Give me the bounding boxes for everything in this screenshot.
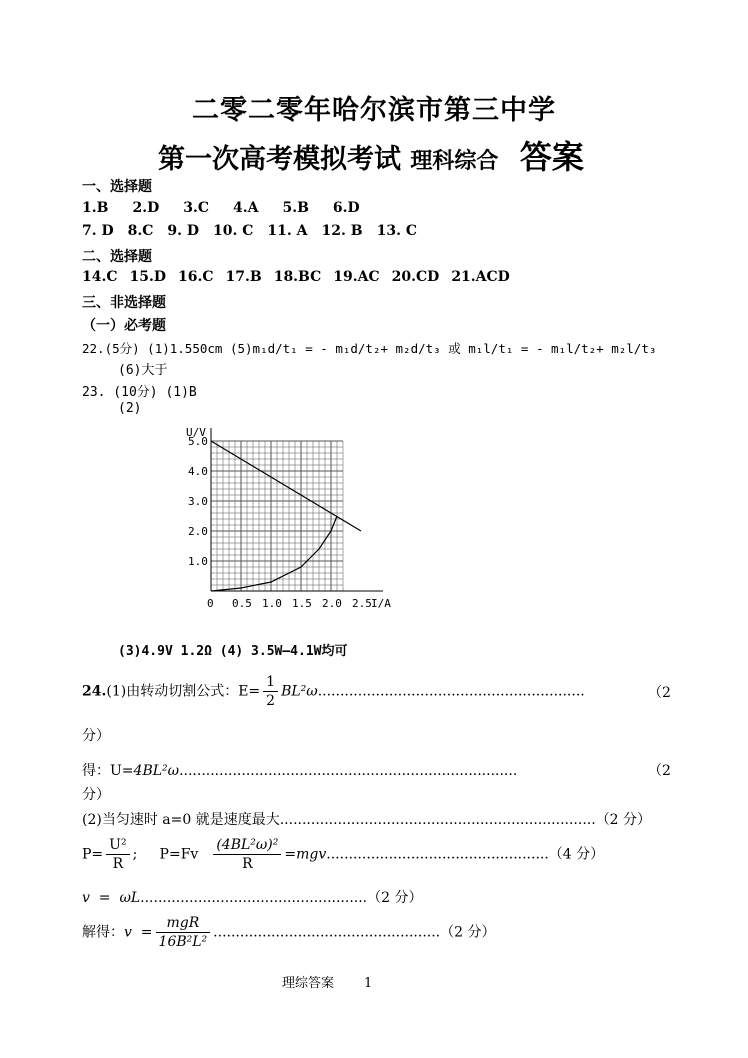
section2-heading: 二、选择题 <box>82 249 152 265</box>
q24-l1-score-cont: 分） <box>82 728 110 744</box>
q24-line3 <box>82 809 651 829</box>
frac-den: R <box>242 856 253 872</box>
title-subject: 理科综合 <box>410 148 499 174</box>
title-main: 第一次高考模拟考试 <box>158 144 401 175</box>
answer-item: 4.A <box>232 200 259 216</box>
fraction-u2-r <box>106 836 129 873</box>
frac-den: 2 <box>266 693 276 709</box>
y-tick-label: 2.0 <box>188 525 208 538</box>
series-line-element <box>211 516 337 591</box>
frac-den: 16B²L² <box>158 934 208 950</box>
leader-dots: ............................................................................ <box>179 763 518 779</box>
q24-l4-mid: ; P=Fv <box>132 846 199 863</box>
q24-line5 <box>82 887 422 907</box>
q23-line1: 23. (10分) (1)B <box>82 385 197 400</box>
q24-l2-score-cont: 分） <box>82 787 110 803</box>
leader-dots: ................................................... <box>140 890 368 906</box>
x-tick-label: 2.5 <box>352 597 372 610</box>
answer-item: 5.B <box>282 200 309 216</box>
q22-line1: 22.(5分) (1)1.550cm (5)m₁d/t₁ = - m₁d/t₂+ m₂d/t₃ 或 m₁l/t₁ = - m₁l/t₂+ m₂l/t₃ <box>82 341 657 356</box>
answer-item: 7. D <box>82 223 114 239</box>
page-footer <box>282 972 372 991</box>
q24-line2 <box>82 760 517 780</box>
frac-num: (4BL²ω)² <box>213 836 281 855</box>
leader-dots: .................................................. <box>326 846 549 863</box>
section3-heading: 三、非选择题 <box>82 295 166 311</box>
q24-line6 <box>82 914 496 951</box>
q24-l2-expr: 4BL²ω <box>133 763 180 779</box>
q22-line2: (6)大于 <box>118 363 168 378</box>
frac-den: R <box>112 856 124 872</box>
y-tick-label: 4.0 <box>188 465 208 478</box>
q24-l1-pre: (1)由转动切割公式： <box>106 683 239 700</box>
x-tick-label: 1.5 <box>292 597 312 610</box>
q24-number: 24. <box>82 683 107 700</box>
x-tick-label: 0.5 <box>232 597 252 610</box>
x-tick-label: 0 <box>207 597 214 610</box>
answer-item: 19.AC <box>333 269 380 285</box>
section1-heading: 一、选择题 <box>82 179 152 195</box>
answer-item: 18.BC <box>273 269 322 285</box>
q24-l1-eq: E= <box>238 683 261 700</box>
x-tick-label: 2.0 <box>322 597 342 610</box>
frac-num: 1 <box>263 673 278 692</box>
y-tick-label: 5.0 <box>188 435 208 448</box>
q24-l1-score: （2 <box>648 685 671 701</box>
chart-grid <box>211 441 343 591</box>
answer-item: 10. C <box>213 223 254 239</box>
title-line-2 <box>158 132 584 178</box>
q23-part2: (2) <box>118 401 142 416</box>
title-line-1: 二零二零年哈尔滨市第三中学 <box>192 95 556 126</box>
x-tick-labels <box>207 597 391 610</box>
leader-dots: ............................................................ <box>317 683 585 700</box>
q24-line4 <box>82 836 604 873</box>
q24-l6-v: v = <box>124 924 153 941</box>
q24-l4-score: （4 分） <box>548 846 605 863</box>
frac-num: mgR <box>156 914 211 933</box>
y-tick-label: 3.0 <box>188 495 208 508</box>
q24-l2-pre: 得：U= <box>82 763 134 779</box>
page-number: 1 <box>364 976 373 991</box>
q24-l6-score: （2 分） <box>440 924 496 941</box>
q24-l1-expr: BL²ω <box>281 683 318 700</box>
title-answer: 答案 <box>519 138 584 176</box>
fraction-result <box>156 914 211 951</box>
q24-l4-eq: =mgv <box>284 846 327 863</box>
answer-item: 11. A <box>267 223 308 239</box>
answer-item: 15.D <box>129 269 166 285</box>
answer-item: 2.D <box>132 200 160 216</box>
q24-l3-text: (2)当匀速时 a=0 就是速度最大 <box>82 812 280 828</box>
q24-l4-p: P= <box>82 846 104 863</box>
q23-answer3: (3)4.9V 1.2Ω (4) 3.5W—4.1W均可 <box>118 644 348 659</box>
leader-dots: ....................................................................... <box>279 812 596 828</box>
y-axis-label: U/V <box>186 426 206 439</box>
answer-item: 12. B <box>321 223 363 239</box>
answer-item: 1.B <box>82 200 109 216</box>
series-line-source <box>211 441 361 531</box>
answer-item: 13. C <box>376 223 417 239</box>
x-tick-label: 1.0 <box>262 597 282 610</box>
section1-row1 <box>82 200 360 216</box>
chart-series <box>211 441 361 591</box>
answer-item: 14.C <box>82 269 118 285</box>
fraction-half <box>263 673 278 710</box>
u-i-chart <box>178 420 398 615</box>
footer-label: 理综答案 <box>282 976 335 991</box>
q24-l3-score: （2 分） <box>595 812 652 828</box>
section2-row <box>82 269 510 285</box>
q24-l5-score: （2 分） <box>367 890 423 906</box>
fraction-power <box>213 836 281 873</box>
answer-item: 9. D <box>167 223 200 239</box>
section1-row2 <box>82 223 417 239</box>
answer-item: 3.C <box>183 200 209 216</box>
q24-l5-expr: v = ωL <box>82 890 141 906</box>
y-tick-labels <box>188 435 208 568</box>
leader-dots: ................................................... <box>213 924 441 941</box>
y-tick-label: 1.0 <box>188 555 208 568</box>
q24-l2-score: （2 <box>648 763 671 779</box>
section3-sub: （一）必考题 <box>82 318 166 334</box>
answer-item: 8.C <box>127 223 154 239</box>
frac-num: U² <box>106 836 129 855</box>
answer-item: 20.CD <box>391 269 440 285</box>
answer-item: 16.C <box>178 269 214 285</box>
q24-l6-pre: 解得： <box>82 924 124 941</box>
q24-line1 <box>82 673 585 710</box>
answer-item: 17.B <box>225 269 262 285</box>
answer-item: 6.D <box>332 200 360 216</box>
answer-item: 21.ACD <box>451 269 510 285</box>
x-axis-label: I/A <box>371 597 391 610</box>
